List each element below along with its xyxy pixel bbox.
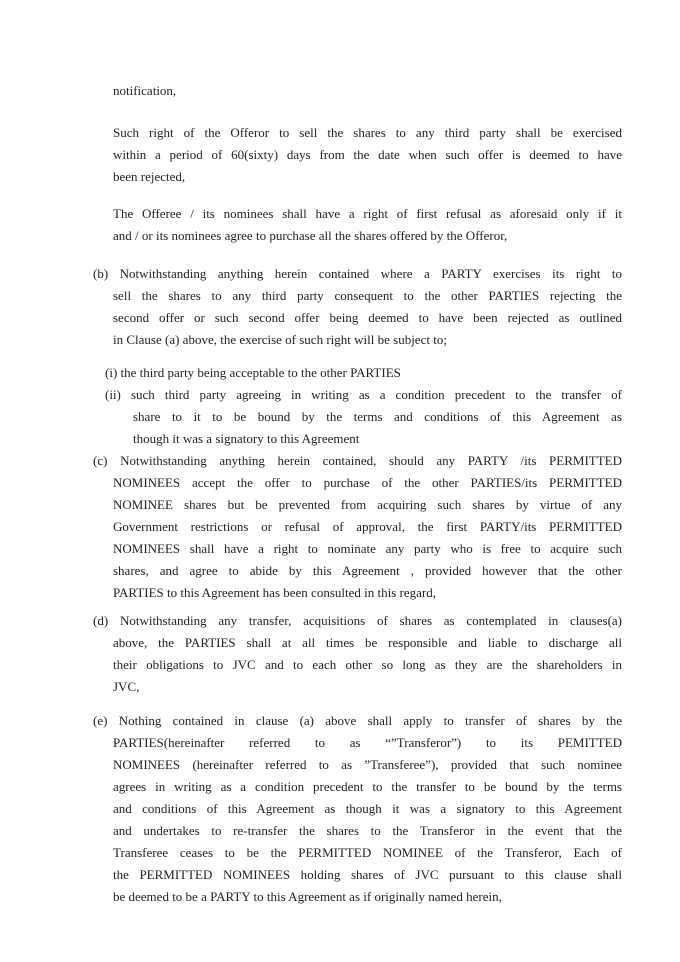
paragraph-offeree-refusal [0,203,680,247]
text-line: The Offeree / its nominees shall have a right of first refusal as aforesaid only if it [113,206,622,221]
text-line: be deemed to be a PARTY to this Agreement as if originally named herein, [113,889,502,904]
text-line [93,710,622,732]
clause-c-label: (c) [93,453,108,468]
clause-e-label: (e) [93,713,108,728]
clause-d-label: (d) [93,613,109,628]
text-line: above, the PARTIES shall at all times be responsible and liable to discharge all [113,635,622,650]
text-line: NOMINEES (hereinafter referred to as ”Transferee”), provided that such nominee [113,757,622,772]
text-line: and undertakes to re-transfer the shares to the Transferor in the event that the [113,823,622,838]
text-line: Transferee ceases to be the PERMITTED NOMINEE of the Transferor, Each of [113,845,622,860]
text-line: within a period of 60(sixty) days from the date when such offer is deemed to have [113,147,622,162]
text-line: JVC, [113,679,140,694]
text-line: and conditions of this Agreement as though it was a signatory to this Agreement [113,801,622,816]
text-line: though it was a signatory to this Agreement [133,431,360,446]
text-line: Such right of the Offeror to sell the shares to any third party shall be exercised [113,125,622,140]
clause-c [0,450,680,604]
text-line: PARTIES(hereinafter referred to as “”Transferor”) to its PEMITTED [113,735,622,750]
paragraph-fragment [0,80,680,102]
text-line: in Clause (a) above, the exercise of such right will be subject to; [113,332,447,347]
text-line: PARTIES to this Agreement has been consulted in this regard, [113,585,436,600]
text-line: their obligations to JVC and to each other so long as they are the shareholders in [113,657,622,672]
text-line [93,263,623,285]
text-line [93,610,622,632]
clause-c-text: Notwithstanding anything herein contained, should any PARTY /its PERMITTED [120,453,622,468]
item-ii-label: (ii) [105,387,121,402]
clause-b-label: (b) [93,266,109,281]
clause-d-text: Notwithstanding any transfer, acquisitions of shares as contemplated in clauses(a) [119,613,622,628]
text-line: sell the shares to any third party consequent to the other PARTIES rejecting the [113,288,622,303]
item-i-text: the third party being acceptable to the other PARTIES [120,365,401,380]
text-line: second offer or such second offer being deemed to have been rejected as outlined [113,310,622,325]
clause-d [0,610,680,698]
text-line: share to it to be bound by the terms and conditions of this Agreement as [133,409,622,424]
item-ii-text: such third party agreeing in writing as a condition precedent to the transfer of [130,387,622,402]
text-line: NOMINEES shall have a right to nominate any party who is free to acquire such [113,541,622,556]
text-line: Government restrictions or refusal of approval, the first PARTY/its PERMITTED [113,519,622,534]
item-i [0,362,680,384]
text-line [105,362,622,384]
text-line [105,384,622,406]
text-line: notification, [113,83,177,98]
text-line: been rejected, [113,169,186,184]
text-line: NOMINEE shares but be prevented from acquiring such shares by virtue of any [113,497,622,512]
text-line: and / or its nominees agree to purchase all the shares offered by the Offeror, [113,228,508,243]
clause-e [0,710,680,908]
paragraph-offeror-right [0,122,680,188]
text-line: shares, and agree to abide by this Agreement , provided however that the other [113,563,622,578]
item-ii [0,384,680,450]
text-line: agrees in writing as a condition precedent to the transfer to be bound by the terms [113,779,622,794]
clause-b-text: Notwithstanding anything herein contained where a PARTY exercises its right to [119,266,623,281]
item-i-label: (i) [105,365,118,380]
text-line: NOMINEES accept the offer to purchase of the other PARTIES/its PERMITTED [113,475,622,490]
text-line: the PERMITTED NOMINEES holding shares of JVC pursuant to this clause shall [113,867,622,882]
clause-b [0,263,680,351]
clause-e-text: Nothing contained in clause (a) above shall apply to transfer of shares by the [118,713,622,728]
text-line [93,450,622,472]
